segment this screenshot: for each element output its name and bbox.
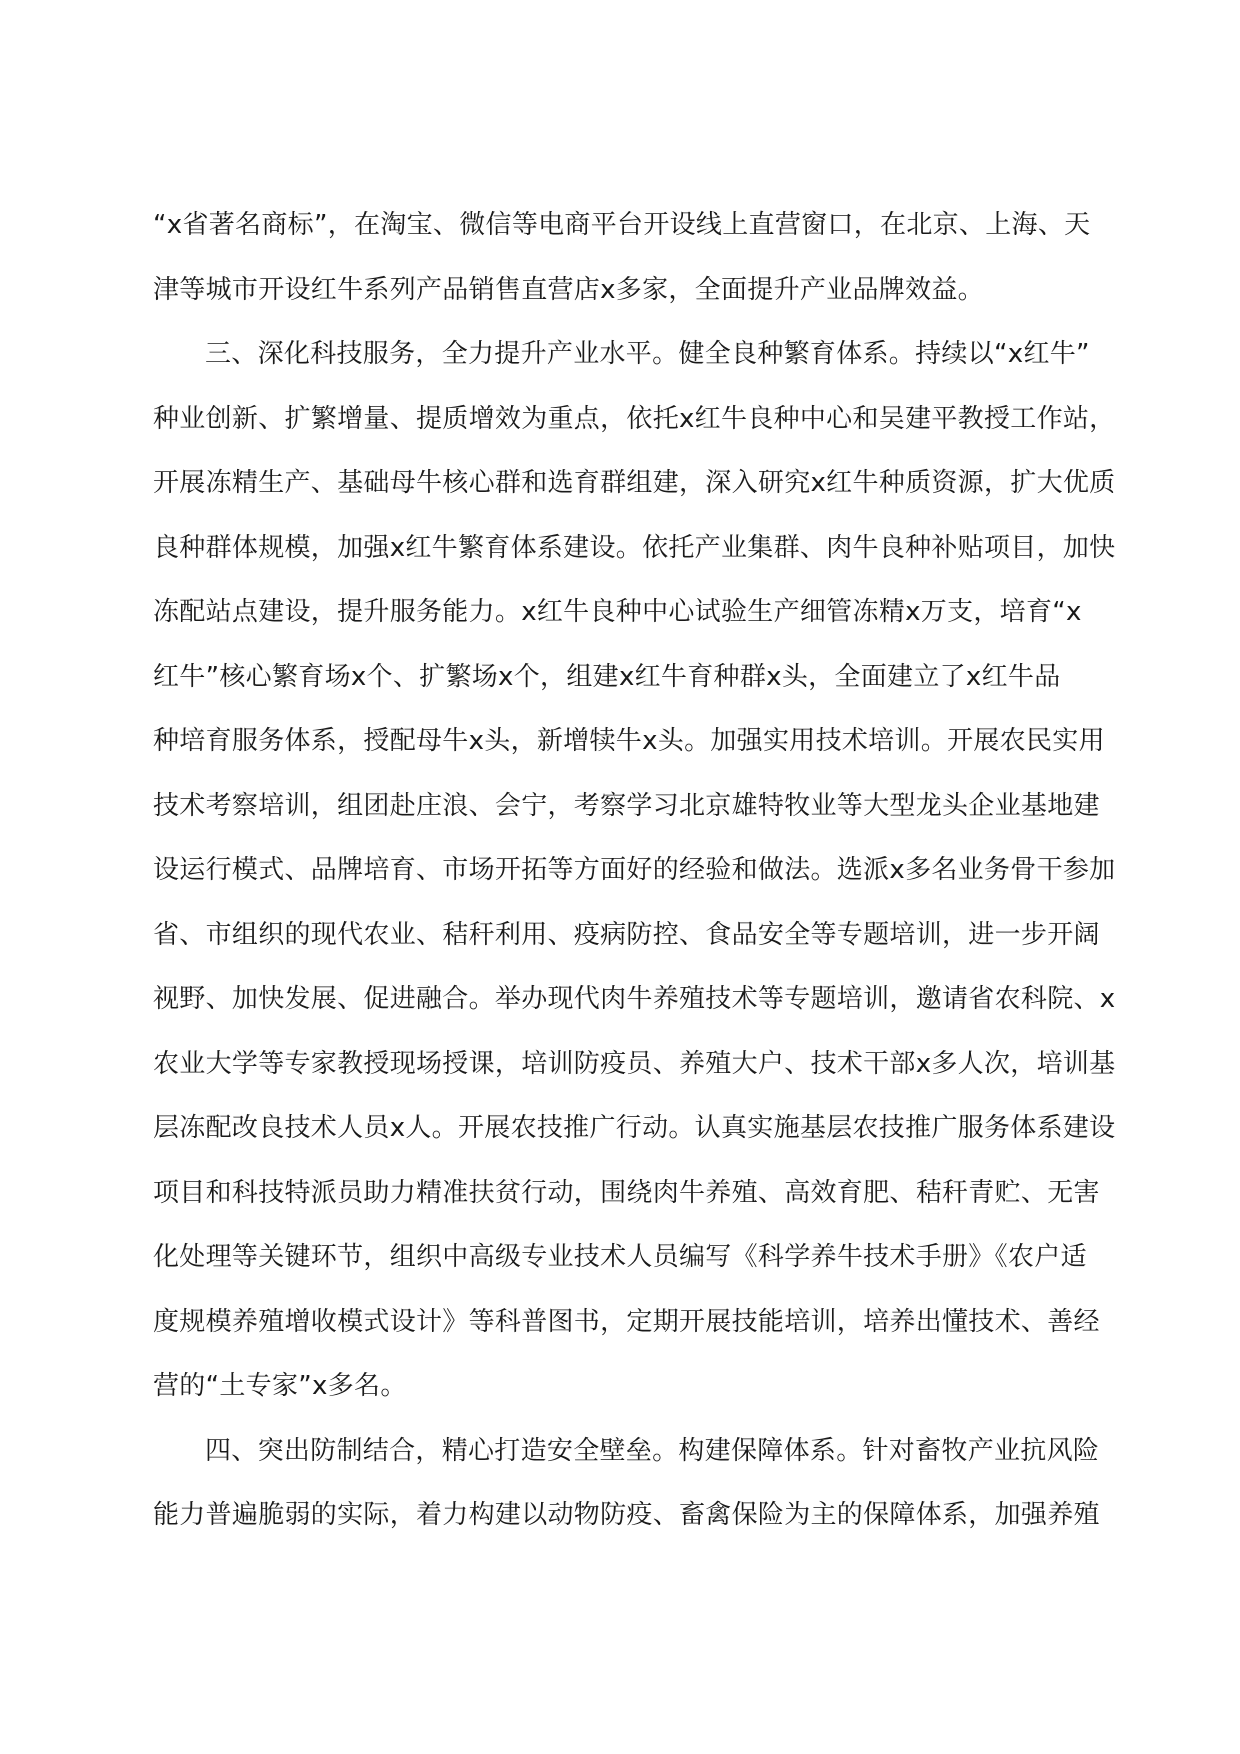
text-line: 层冻配改良技术人员x人。开展农技推广行动。认真实施基层农技推广服务体系建设	[153, 1113, 1116, 1143]
text-line: 种业创新、扩繁增量、提质增效为重点，依托x红牛良种中心和吴建平教授工作站，	[153, 403, 1116, 434]
text-line: 津等城市开设红牛系列产品销售直营店x多家，全面提升产业品牌效益。	[153, 274, 984, 305]
text-line: “x省著名商标”，在淘宝、微信等电商平台开设线上直营窗口，在北京、上海、天	[153, 210, 1091, 240]
text-line: 红牛”核心繁育场x个、扩繁场x个，组建x红牛育种群x头，全面建立了x红牛品	[153, 661, 1061, 692]
text-line: 冻配站点建设，提升服务能力。x红牛良种中心试验生产细管冻精x万支，培育“x	[153, 597, 1082, 627]
text-line: 能力普遍脆弱的实际，着力构建以动物防疫、畜禽保险为主的保障体系，加强养殖	[153, 1500, 1100, 1530]
text-line: 技术考察培训，组团赴庄浪、会宁，考察学习北京雄特牧业等大型龙头企业基地建	[153, 790, 1100, 821]
text-line: 良种群体规模，加强x红牛繁育体系建设。依托产业集群、肉牛良种补贴项目，加快	[153, 532, 1116, 563]
text-line: 省、市组织的现代农业、秸秆利用、疫病防控、食品安全等专题培训，进一步开阔	[153, 919, 1100, 950]
text-line: 度规模养殖增收模式设计》等科普图书，定期开展技能培训，培养出懂技术、善经	[153, 1306, 1100, 1337]
body-text	[153, 193, 1116, 1548]
section-heading-line: 四、突出防制结合，精心打造安全壁垒。构建保障体系。针对畜牧产业抗风险	[205, 1435, 1100, 1466]
text-line: 设运行模式、品牌培育、市场开拓等方面好的经验和做法。选派x多名业务骨干参加	[153, 855, 1116, 885]
text-line: 农业大学等专家教授现场授课，培训防疫员、养殖大户、技术干部x多人次，培训基	[153, 1048, 1116, 1079]
text-line: 视野、加快发展、促进融合。举办现代肉牛养殖技术等专题培训，邀请省农科院、x	[153, 984, 1116, 1014]
section-heading-line: 三、深化科技服务，全力提升产业水平。健全良种繁育体系。持续以“x红牛”	[205, 339, 1090, 369]
text-line: 营的“土专家”x多名。	[153, 1371, 407, 1401]
text-line: 种培育服务体系，授配母牛x头，新增犊牛x头。加强实用技术培训。开展农民实用	[153, 726, 1105, 756]
text-line: 项目和科技特派员助力精准扶贫行动，围绕肉牛养殖、高效育肥、秸秆青贮、无害	[153, 1177, 1100, 1208]
text-line: 开展冻精生产、基础母牛核心群和选育群组建，深入研究x红牛种质资源，扩大优质	[153, 468, 1116, 498]
text-line: 化处理等关键环节，组织中高级专业技术人员编写《科学养牛技术手册》《农户适	[153, 1242, 1087, 1272]
